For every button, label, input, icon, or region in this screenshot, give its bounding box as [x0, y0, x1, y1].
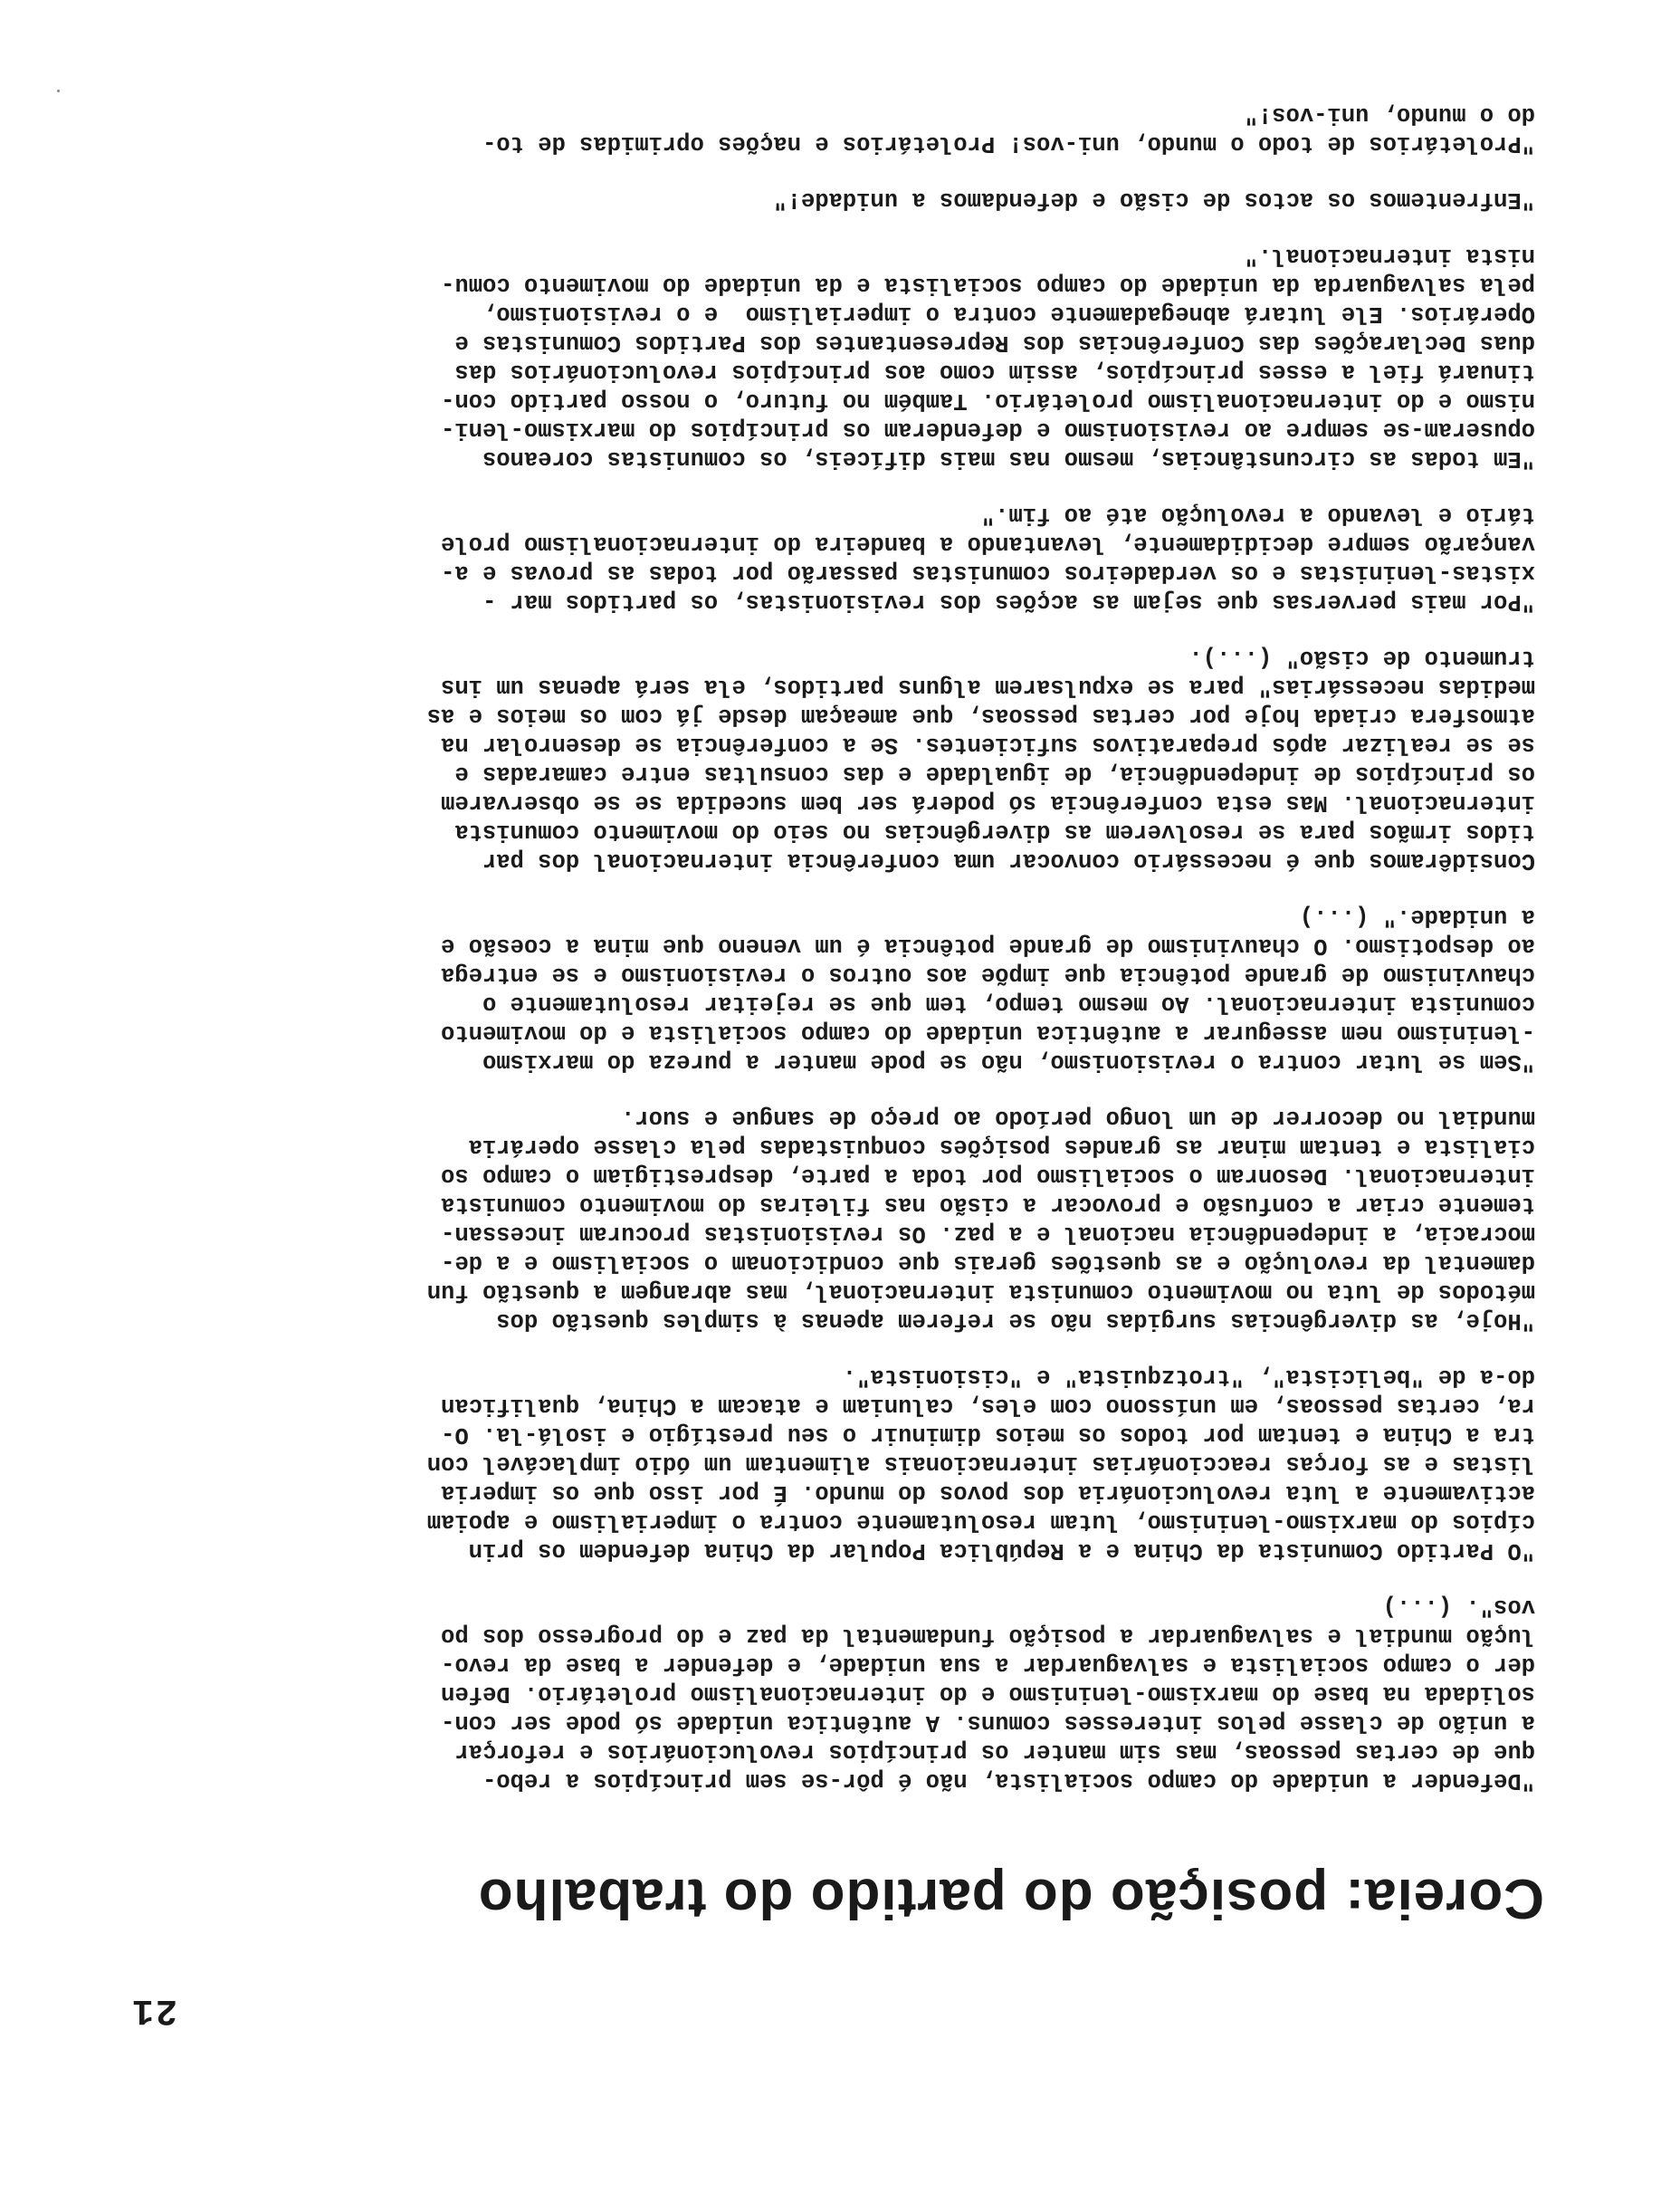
text-line: activamente a luta revolucionária dos povos do mundo. É por isso que os imperia — [441, 1479, 1535, 1506]
paragraph — [105, 1103, 1535, 1335]
text-line: tário e levando a revolução até ao fim." — [980, 502, 1535, 528]
text-line: nismo e do internacionalismo proletário. Também no futuro, o nosso partido con- — [441, 388, 1535, 414]
text-line: "Proletários de todo o mundo, uni-vos! Proletários e nações oprimidas de to- — [482, 130, 1535, 157]
text-line: do o mundo, uni-vos!" — [1244, 101, 1535, 128]
text-line: "O Partido Comunista da China e a República Popular da China defendem os prin — [468, 1537, 1535, 1564]
text-line: solidada na base do marxismo-leninismo e do internacionalismo proletário. Defen — [441, 1680, 1535, 1707]
paragraph — [105, 1362, 1535, 1565]
scan-speck — [57, 90, 60, 92]
text-line: chauvinismo de grande potência que impõe aos outros o revisionismo e se entrega — [441, 962, 1535, 988]
text-line: internacional. Mas esta conferência só poderá ser bem sucedida se se observarem — [441, 790, 1535, 816]
text-line: opuseram-se sempre ao revisionismo e defenderam os princípios do marxismo-leni- — [441, 416, 1535, 443]
page-number: 21 — [129, 1989, 177, 2030]
text-line: trumento de cisão" (...). — [1188, 645, 1535, 671]
text-line: do-a de "belicista", "trotzquista" e "cisionista". — [842, 1364, 1535, 1390]
text-line: "Em todas as circunstâncias, mesmo nas mais difíceis, os comunistas coreanos — [482, 445, 1535, 472]
text-line: vançarão sempre decididamente, levantando a bandeira do internacionalismo prole — [441, 531, 1535, 557]
text-line: "Sem se lutar contra o revisionismo, não se pode manter a pureza do marxismo — [482, 1048, 1535, 1075]
text-line: der o campo socialista e salvaguardar a sua unidade, e defender a base da revo- — [441, 1652, 1535, 1678]
text-line: medidas necessárias" para se expulsarem alguns partidos, ela será apenas um ins — [441, 674, 1535, 700]
text-line: pela salvaguarda da unidade do campo socialista e da unidade do movimento comu- — [441, 272, 1535, 298]
text-line: "Enfrentemos os actos de cisão e defendamos a unidade!" — [773, 187, 1535, 213]
text-line: listas e as forças reaccionárias internacionais alimentam um ódio implacável con — [426, 1450, 1535, 1477]
text-line: a união de classe pelos interesses comuns. A autêntica unidade só pode ser con- — [441, 1709, 1535, 1736]
text-line: mocracia, a independência nacional e a paz. Os revisionistas procuram incessan- — [441, 1221, 1535, 1247]
text-line: xistas-leninistas e os verdadeiros comunistas passarão por todas as provas e a- — [441, 560, 1535, 586]
text-line: os princípios de independência, de igualdade e das consultas entre camaradas e — [454, 761, 1535, 787]
article-title: Coreia: posição do partido do trabalho — [477, 1867, 1544, 1929]
text-line: cialista e tentam minar as grandes posições conquistadas pela classe operária — [468, 1134, 1535, 1160]
text-line: comunista internacional. Ao mesmo tempo, tem que se rejeitar resolutamente o — [482, 991, 1535, 1017]
text-line: se se realizar após preparativos suficientes. Se a conferência se desenrolar na — [441, 732, 1535, 758]
text-line: lução mundial e salvaguardar a posição fundamental da paz e do progresso dos po — [441, 1623, 1535, 1649]
paragraph — [105, 241, 1535, 473]
text-line: que de certas pessoas, mas sim manter os princípios revolucionários e reforçar — [454, 1738, 1535, 1765]
text-line: -leninismo nem assegurar a autêntica unidade do campo socialista e do movimento — [441, 1020, 1535, 1046]
paragraph — [105, 643, 1535, 875]
text-line: temente criar a confusão e provocar a cisão nas fileiras do movimento comunista — [441, 1192, 1535, 1218]
text-line: "Hoje, as divergências surgidas não se referem apenas à simples questão dos — [496, 1307, 1535, 1334]
paragraph — [105, 185, 1535, 214]
text-line: Operários. Ele lutará abnegadamente contra o imperialismo e o revisionismo, — [482, 301, 1535, 327]
text-line: "Por mais perversas que sejam as acções dos revisionistas, os partidos mar - — [482, 589, 1535, 615]
text-line: ra, certas pessoas, em uníssono com eles, caluniam e atacam a China, qualifican — [441, 1393, 1535, 1419]
paragraph — [105, 500, 1535, 616]
article-body — [105, 72, 1535, 1795]
text-line: duas Declarações das Conferências dos Representantes dos Partidos Comunistas e — [454, 330, 1535, 356]
text-line: mundial no decorrer de um longo período ao preço de sangue e suor. — [621, 1105, 1535, 1131]
text-line: internacional. Desonram o socialismo por toda a parte, desprestigiam o campo so — [441, 1163, 1535, 1189]
text-line: atmosfera criada hoje por certas pessoas, que ameaçam desde já com os meios e as — [426, 703, 1535, 729]
paragraph — [105, 1592, 1535, 1795]
paragraph — [105, 902, 1535, 1076]
text-line: "Defender a unidade do campo socialista, não é pôr-se sem princípios a rebo- — [482, 1767, 1535, 1794]
text-line: nista internacional." — [1244, 243, 1535, 269]
text-line: a unidade." (...) — [1299, 904, 1535, 930]
text-line: vos". (...) — [1382, 1594, 1535, 1620]
text-line: tra a China e tentam por todos os meios diminuir o seu prestígio e isolá-la. O- — [441, 1422, 1535, 1448]
text-line: cípios do marxismo-leninismo, lutam resolutamente contra o imperialismo e apoiam — [426, 1508, 1535, 1535]
text-line: métodos de luta no movimento comunista internacional, mas abrangem a questão fun — [426, 1278, 1535, 1305]
text-line: tidos irmãos para se resolverem as divergências no seio do movimento comunista — [454, 819, 1535, 845]
text-line: damental da revolução e as questões gerais que condicionam o socialismo e a de- — [441, 1249, 1535, 1276]
text-line: Considêramos que é necessário convocar uma conferência internacional dos par — [482, 847, 1535, 874]
paragraph — [105, 100, 1535, 158]
text-line: tinuará fiel a esses princípios, assim como aos princípios revolucionários das — [454, 359, 1535, 385]
text-line: ao despotismo. O chauvinismo de grande potência é um veneno que mina a coesão e — [441, 933, 1535, 959]
